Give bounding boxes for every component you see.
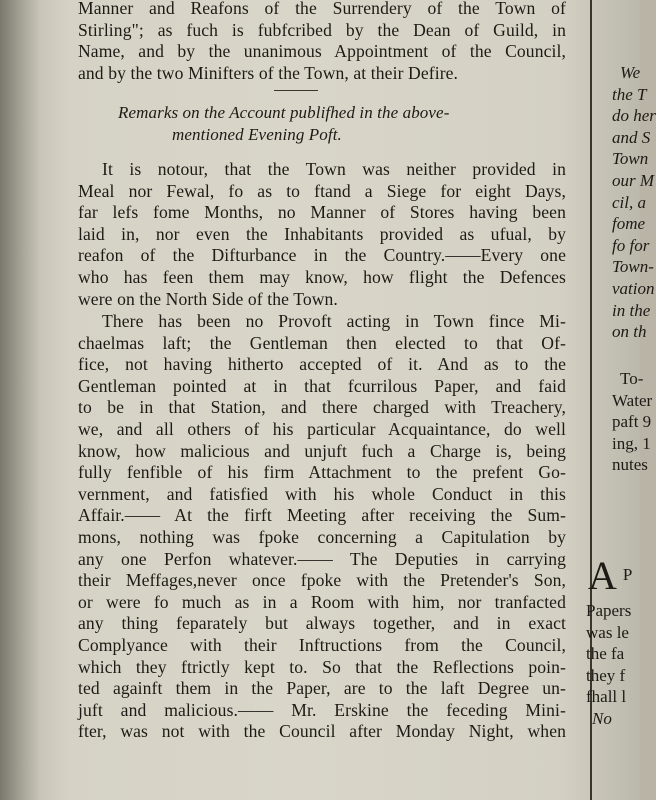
paragraph-2 <box>78 311 566 743</box>
text-line: fter, was not with the Council after Monday Night, when <box>78 721 566 742</box>
fragment-line: vation <box>612 278 655 298</box>
fragment-line: No <box>592 708 612 728</box>
text-line: ted againft them in the Paper, are to the laft Degree un- <box>78 678 566 699</box>
right-bottom-block <box>586 600 631 730</box>
text-line: were on the North Side of the Town. <box>78 288 338 309</box>
fragment-line: We <box>620 63 641 82</box>
fragment-line: ing, 1 <box>612 433 651 453</box>
fragment-line: fome <box>612 214 646 234</box>
fragment-line: Papers <box>586 601 632 620</box>
fragment-line: fhall l <box>586 687 627 707</box>
drop-cap-letter: A <box>588 553 617 598</box>
fragment-line: Water <box>612 390 653 410</box>
text-line: to be in that Station, and there charged with Treachery, <box>78 397 566 418</box>
text-line: fully fenfible of his firm Attachment to the prefent Go- <box>78 462 566 483</box>
text-line: and by the two Minifters of the Town, at their Defire. <box>78 62 459 83</box>
right-drop-cap-block <box>588 553 633 598</box>
fragment-line: cil, a <box>612 192 646 212</box>
drop-cap-suffix: P <box>622 565 633 584</box>
text-line: mons, nothing was fpoke concerning a Capitulation by <box>78 526 566 547</box>
fragment-line: do her <box>612 106 656 126</box>
text-line: Complyance with their Inftructions from the Council, <box>78 634 566 655</box>
fragment-line: fo for <box>612 235 650 255</box>
binding-shadow <box>0 0 40 800</box>
text-line: Affair.—— At the firft Meeting after receiving the Sum- <box>78 505 566 526</box>
fragment-line: To- <box>620 369 644 388</box>
text-line: Meal nor Fewal, fo as to ftand a Siege for eight Days, <box>78 180 566 201</box>
text-line: which they ftrictly kept to. So that the Reflections poin- <box>78 656 566 677</box>
text-line: who has feen them may know, how flight the Defences <box>78 266 566 287</box>
text-line: far lefs fome Months, no Manner of Stores having been <box>78 202 566 223</box>
paragraph-1 <box>78 159 566 310</box>
right-roman-block <box>612 368 652 476</box>
text-line: their Meffages,never once fpoke with the Pretender's Son, <box>78 570 566 591</box>
text-line: laid in, nor even the Inhabitants provided as ufual, by <box>78 223 566 244</box>
text-line: we, and all others of his particular Acquaintance, do well <box>78 418 566 439</box>
text-line: Gentleman pointed at in that fcurrilous Paper, and faid <box>78 375 566 396</box>
fragment-line: was le <box>586 622 629 642</box>
fragment-line: Town- <box>612 257 654 277</box>
fragment-line: Town <box>612 149 649 169</box>
fragment-line: our M <box>612 170 655 190</box>
text-line: or were fo much as in a Room with him, nor tranfacted <box>78 591 566 612</box>
text-line: reafon of the Difturbance in the Country.——Every one <box>78 245 566 266</box>
heading-line: mentioned Evening Poft. <box>172 124 342 144</box>
text-line: any one Perfon whatever.—— The Deputies in carrying <box>78 548 566 569</box>
heading-line: Remarks on the Account publifhed in the above- <box>118 103 450 122</box>
fragment-line: the fa <box>586 644 625 664</box>
text-line: It is notour, that the Town was neither provided in <box>102 159 566 179</box>
text-line: Name, and by the unanimous Appointment of the Council, <box>78 41 566 62</box>
text-line: chaelmas laft; the Gentleman then elected to that Of- <box>78 332 566 353</box>
text-line: Manner and Reafons of the Surrendery of the Town of <box>78 0 566 18</box>
fragment-line: in the <box>612 300 651 320</box>
section-rule <box>274 90 318 91</box>
fragment-line: on th <box>612 322 647 342</box>
fragment-line: the T <box>612 84 647 104</box>
text-line: Stirling"; as fuch is fubfcribed by the Dean of Guild, in <box>78 19 566 40</box>
text-line: vernment, and fatisfied with his whole Conduct in this <box>78 483 566 504</box>
text-line: fice, not having hitherto accepted of it. And as to the <box>78 354 566 375</box>
text-line: any thing feparately but always together, and in exact <box>78 613 566 634</box>
fragment-line: they f <box>586 665 626 685</box>
fragment-line: and S <box>612 127 651 147</box>
section-heading <box>108 102 566 145</box>
fragment-line: nutes <box>612 455 648 475</box>
fragment-line: paft 9 <box>612 412 652 432</box>
text-line: juft and malicious.—— Mr. Erskine the feceding Mini- <box>78 699 566 720</box>
text-line: know, how malicious and unjuft fuch a Charge is, being <box>78 440 566 461</box>
top-paragraph <box>78 0 566 84</box>
right-italic-block <box>612 62 656 343</box>
text-line: There has been no Provoft acting in Town fince Mi- <box>102 311 566 331</box>
